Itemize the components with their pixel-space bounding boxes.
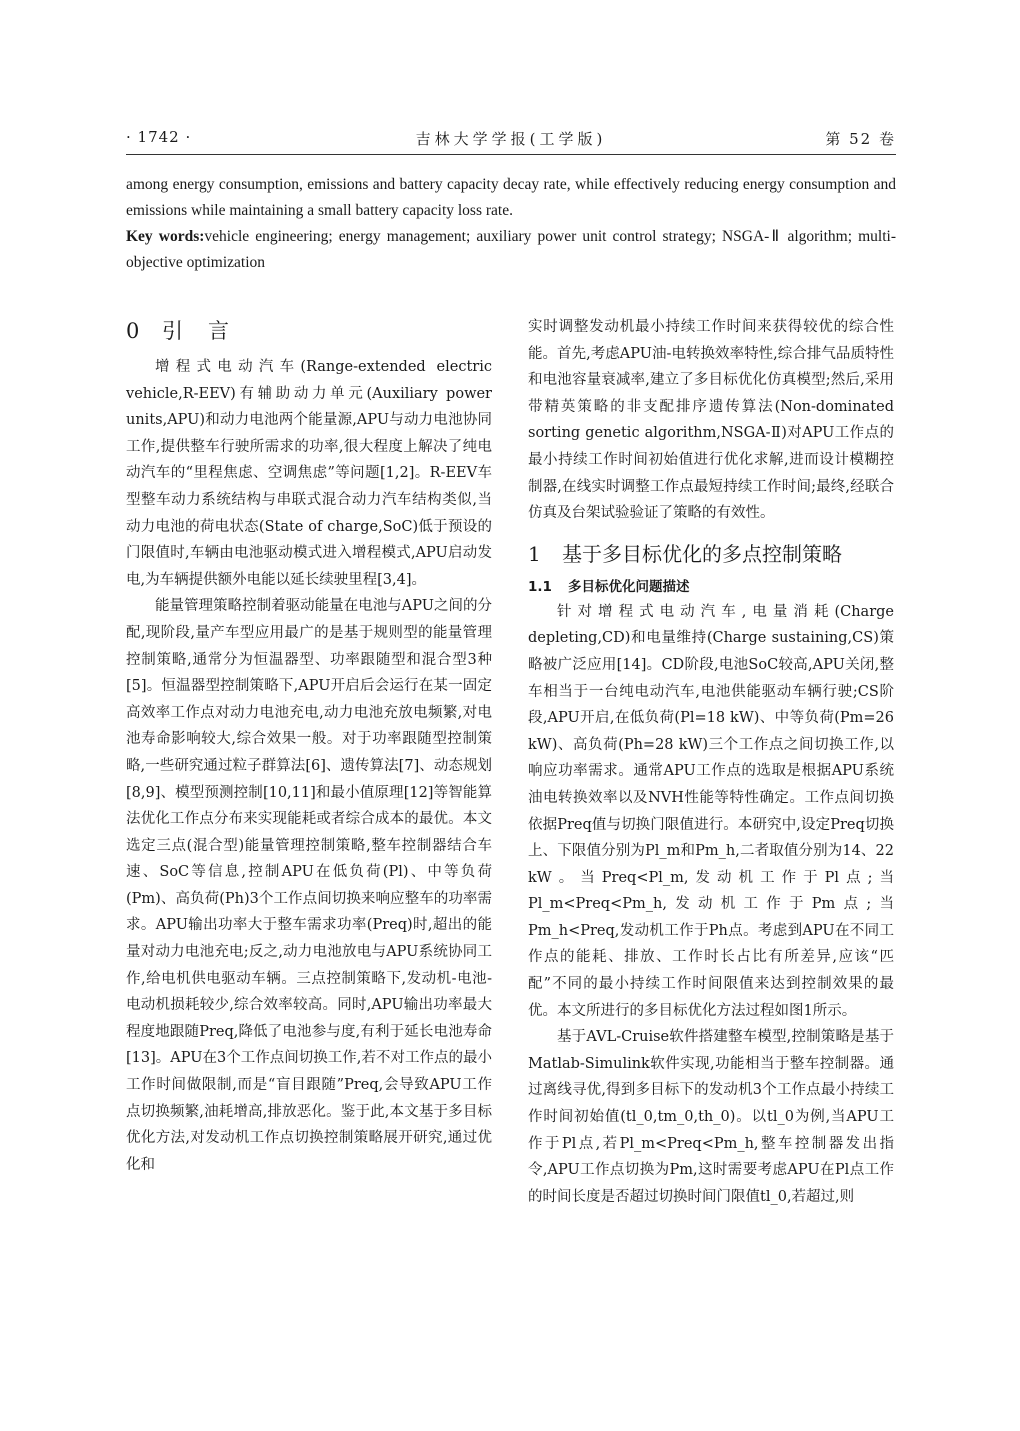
section-1-heading (528, 539, 894, 569)
subsection-title: 多目标优化问题描述 (568, 578, 690, 595)
abstract-tail (126, 172, 896, 276)
section-0-number: 0 (126, 319, 142, 343)
keywords-label: Key words: (126, 228, 205, 245)
keywords-text: vehicle engineering; energy management; auxiliary power unit control strategy; NSGA-Ⅱ algorithm; multi-objective optimization (126, 228, 896, 271)
subsection-number: 1.1 (528, 578, 552, 595)
left-column (126, 314, 492, 1178)
section-1-paragraph-2: 基于AVL-Cruise软件搭建整车模型,控制策略是基于Matlab-Simulink软件实现,功能相当于整车控制器。通过离线寻优,得到多目标下的发动机3个工作点最小持续工作时间初始值(tl_0,tm_0,th_0)。以tl_0为例,当APU工作于Pl点,若Pl_m<Preq<Pm_h,整车控制器发出指令,APU工作点切换为Pm,这时需要考虑APU在Pl点工作的时间长度是否超过切换时间门限值tl_0,若超过,则 (528, 1029, 894, 1205)
section-1-number: 1 (528, 541, 541, 566)
intro-paragraph-1: 增程式电动汽车(Range-extended electric vehicle,R-EEV)有辅助动力单元(Auxiliary power units,APU)和动力电池两个能量源,APU与动力电池协同工作,提供整车行驶所需求的功率,很大程度上解决了纯电动汽车的“里程焦虑、空调焦虑”等问题[1,2]。R-EEV车型整车动力系统结构与串联式混合动力汽车结构类似,当动力电池的荷电状态(State of charge,SoC)低于预设的门限值时,车辆由电池驱动模式进入增程模式,APU启动发电,为车辆提供额外电能以延长续驶里程[3,4]。 (126, 359, 492, 588)
section-0-title: 引 言 (162, 319, 231, 343)
running-header (126, 124, 896, 155)
section-1-paragraph-1: 针对增程式电动汽车,电量消耗(Charge depleting,CD)和电量维持(Charge sustaining,CS)策略被广泛应用[14]。CD阶段,电池SoC较高,APU关闭,整车相当于一台纯电动汽车,电池供能驱动车辆行驶;CS阶段,APU开启,在低负荷(Pl=18 kW)、中等负荷(Pm=26 kW)、高负荷(Ph=28 kW)三个工作点之间切换工作,以响应功率需求。通常APU工作点的选取是根据APU系统油电转换效率以及NVH性能等特性确定。工作点间切换依据Preq值与切换门限值进行。本研究中,设定Preq切换上、下限值分别为Pl_m和Pm_h,二者取值分别为14、22 kW。当Preq<Pl_m,发动机工作于Pl点;当Pl_m<Preq<Pm_h,发动机工作于Pm点;当Pm_h<Preq,发动机工作于Ph点。考虑到APU在不同工作点的能耗、排放、工作时长占比有所差异,应该“匹配”不同的最小持续工作时间限值来达到控制效果的最优。本文所进行的多目标优化方法过程如图1所示。 (528, 603, 894, 1019)
intro-paragraph-2-continued: 实时调整发动机最小持续工作时间来获得较优的综合性能。首先,考虑APU油-电转换效率特性,综合排气品质特性和电池容量衰减率,建立了多目标优化仿真模型;然后,采用带精英策略的非支配排序遗传算法(Non-dominated sorting genetic algorithm,NSGA-Ⅱ)对APU工作点的最小持续工作时间初始值进行优化求解,进而设计模糊控制器,在线实时调整工作点最短持续工作时间;最终,经联合仿真及台架试验验证了策略的有效性。 (528, 319, 894, 522)
volume-label: 第 52 卷 (825, 130, 896, 148)
page-number: · 1742 · (126, 128, 192, 146)
journal-title: 吉林大学学报(工学版) (415, 130, 607, 148)
right-column (528, 314, 894, 1210)
section-1-title: 基于多目标优化的多点控制策略 (562, 541, 842, 566)
abstract-text: among energy consumption, emissions and battery capacity decay rate, while effectively reducing energy consumption and emissions while maintaining a small battery capacity loss rate. (126, 176, 896, 219)
intro-paragraph-2: 能量管理策略控制着驱动能量在电池与APU之间的分配,现阶段,量产车型应用最广的是基于规则型的能量管理控制策略,通常分为恒温器型、功率跟随型和混合型3种[5]。恒温器型控制策略下,APU开启后会运行在某一固定高效率工作点对动力电池充电,动力电池充放电频繁,对电池寿命影响较大,综合效果一般。对于功率跟随型控制策略,一些研究通过粒子群算法[6]、遗传算法[7]、动态规划[8,9]、模型预测控制[10,11]和最小值原理[12]等智能算法优化工作点分布来实现能耗或者综合成本的最优。本文选定三点(混合型)能量管理控制策略,整车控制器结合车速、SoC等信息,控制APU在低负荷(Pl)、中等负荷(Pm)、高负荷(Ph)3个工作点间切换来响应整车的功率需求。APU输出功率大于整车需求功率(Preq)时,超出的能量对动力电池充电;反之,动力电池放电与APU系统协同工作,给电机供电驱动车辆。三点控制策略下,发动机-电池-电动机损耗较少,综合效率较高。同时,APU输出功率最大程度地跟随Preq,降低了电池参与度,有利于延长电池寿命[13]。APU在3个工作点间切换工作,若不对工作点的最小工作时间做限制,而是“盲目跟随”Preq,会导致APU工作点切换频繁,油耗增高,排放恶化。鉴于此,本文基于多目标优化方法,对发动机工作点切换控制策略展开研究,通过优化和 (126, 598, 492, 1173)
subsection-1-1-heading (528, 575, 894, 599)
section-0-heading (126, 316, 492, 346)
keywords-line (126, 224, 896, 276)
